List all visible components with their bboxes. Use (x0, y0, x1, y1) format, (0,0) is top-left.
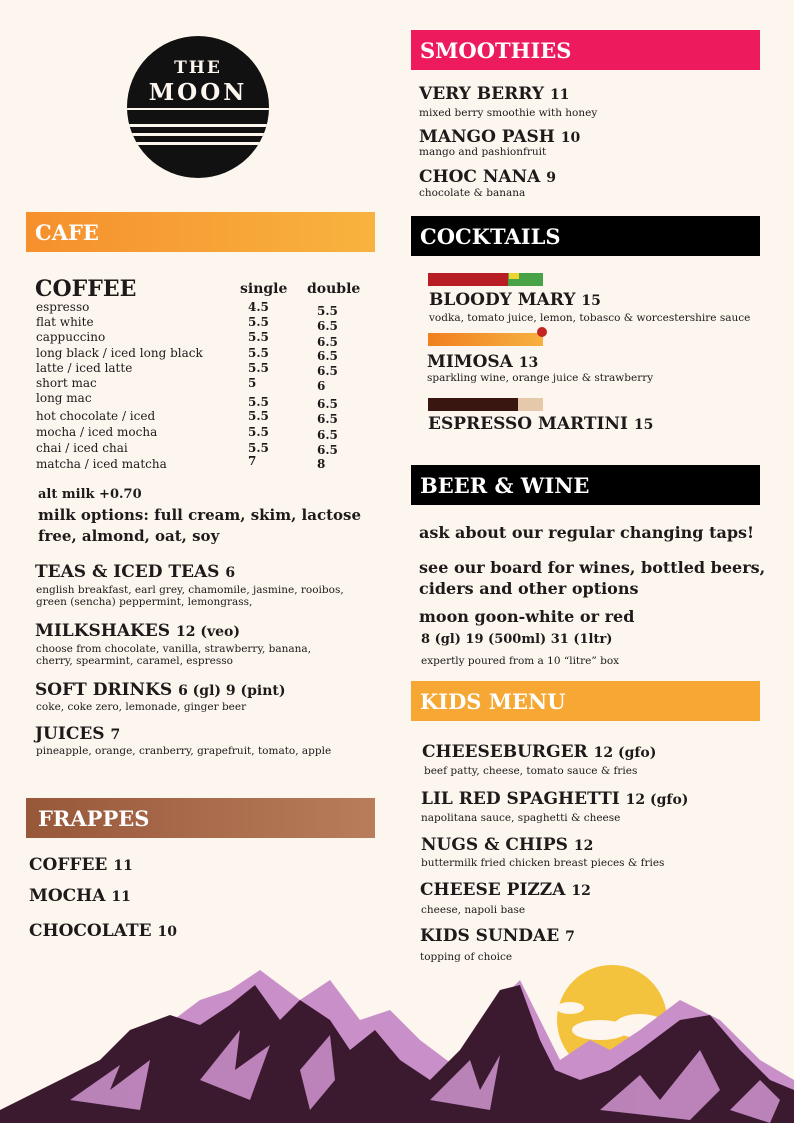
coffee-col-single: single (240, 281, 288, 297)
logo-line2: MOON (148, 79, 248, 106)
smoothie-item: VERY BERRY 11 (419, 84, 570, 104)
goon-title: moon goon-white or red (419, 607, 635, 626)
cocktails-header (411, 216, 760, 256)
kids-desc: beef patty, cheese, tomato sauce & fries (424, 765, 638, 777)
kids-item: NUGS & CHIPS 12 (421, 835, 594, 855)
smoothie-item: CHOC NANA 9 (419, 167, 556, 187)
goon-desc: expertly poured from a 10 “litre” box (421, 655, 620, 667)
kids-title: KIDS MENU (420, 688, 566, 714)
juices-desc: pineapple, orange, cranberry, grapefruit, tomato, apple (36, 745, 332, 757)
frappes-header (26, 798, 375, 838)
smoothie-desc: chocolate & banana (419, 187, 526, 199)
goon-prices: 8 (gl) 19 (500ml) 31 (1ltr) (421, 632, 613, 647)
kids-desc: buttermilk fried chicken breast pieces & fries (421, 857, 665, 869)
smoothies-header (411, 30, 760, 70)
juices-title: JUICES 7 (35, 724, 121, 744)
coffee-heading: COFFEE (35, 276, 137, 302)
alt-milk: alt milk +0.70 (38, 487, 142, 502)
cocktail-item: BLOODY MARY 15 (429, 290, 601, 310)
cafe-header (26, 212, 375, 252)
cocktails-title: COCKTAILS (420, 223, 561, 249)
kids-desc: cheese, napoli base (421, 904, 526, 916)
teas-title: TEAS & ICED TEAS 6 (35, 562, 236, 582)
coffee-col-double: double (307, 281, 361, 297)
soft-drinks-desc: coke, coke zero, lemonade, ginger beer (36, 701, 247, 713)
teas-desc: english breakfast, earl grey, chamomile, jasmine, rooibos, green (sencha) peppermint, lemongrass, (36, 584, 344, 608)
soft-drinks-title: SOFT DRINKS 6 (gl) 9 (pint) (35, 680, 286, 700)
milk-options: milk options: full cream, skim, lactose free, almond, oat, soy (38, 506, 362, 545)
beer-taps-note: ask about our regular changing taps! (419, 523, 755, 542)
beer-board-note: see our board for wines, bottled beers, ciders and other options (419, 558, 766, 598)
logo (127, 36, 269, 178)
mountain-landscape-illustration (0, 960, 794, 1123)
cocktail-item: MIMOSA 13 (427, 352, 539, 372)
cocktail-desc: vodka, tomato juice, lemon, tobasco & worcestershire sauce (429, 312, 751, 324)
cocktail-desc: sparkling wine, orange juice & strawberry (427, 372, 654, 384)
cocktail-item: ESPRESSO MARTINI 15 (428, 414, 654, 434)
beer-wine-header (411, 465, 760, 505)
smoothie-desc: mango and pashionfruit (419, 146, 547, 158)
logo-line1: THE (174, 58, 222, 78)
smoothie-desc: mixed berry smoothie with honey (419, 107, 598, 119)
smoothies-title: SMOOTHIES (420, 37, 572, 63)
kids-desc: topping of choice (420, 951, 513, 963)
kids-item: KIDS SUNDAE 7 (420, 926, 575, 946)
frappe-item: CHOCOLATE 10 (29, 921, 177, 941)
frappe-item: COFFEE 11 (29, 855, 133, 875)
kids-item: CHEESEBURGER 12 (gfo) (422, 742, 657, 762)
cafe-title: CAFE (35, 219, 99, 245)
kids-item: LIL RED SPAGHETTI 12 (gfo) (421, 789, 689, 809)
beer-wine-title: BEER & WINE (420, 472, 590, 498)
smoothie-item: MANGO PASH 10 (419, 127, 581, 147)
kids-item: CHEESE PIZZA 12 (420, 880, 591, 900)
frappe-item: MOCHA 11 (29, 886, 131, 906)
milkshakes-desc: choose from chocolate, vanilla, strawberry, banana, cherry, spearmint, caramel, espresso (36, 643, 312, 667)
kids-desc: napolitana sauce, spaghetti & cheese (421, 812, 621, 824)
milkshakes-title: MILKSHAKES 12 (veo) (35, 621, 240, 641)
frappes-title: FRAPPES (38, 805, 150, 831)
kids-header (411, 681, 760, 721)
